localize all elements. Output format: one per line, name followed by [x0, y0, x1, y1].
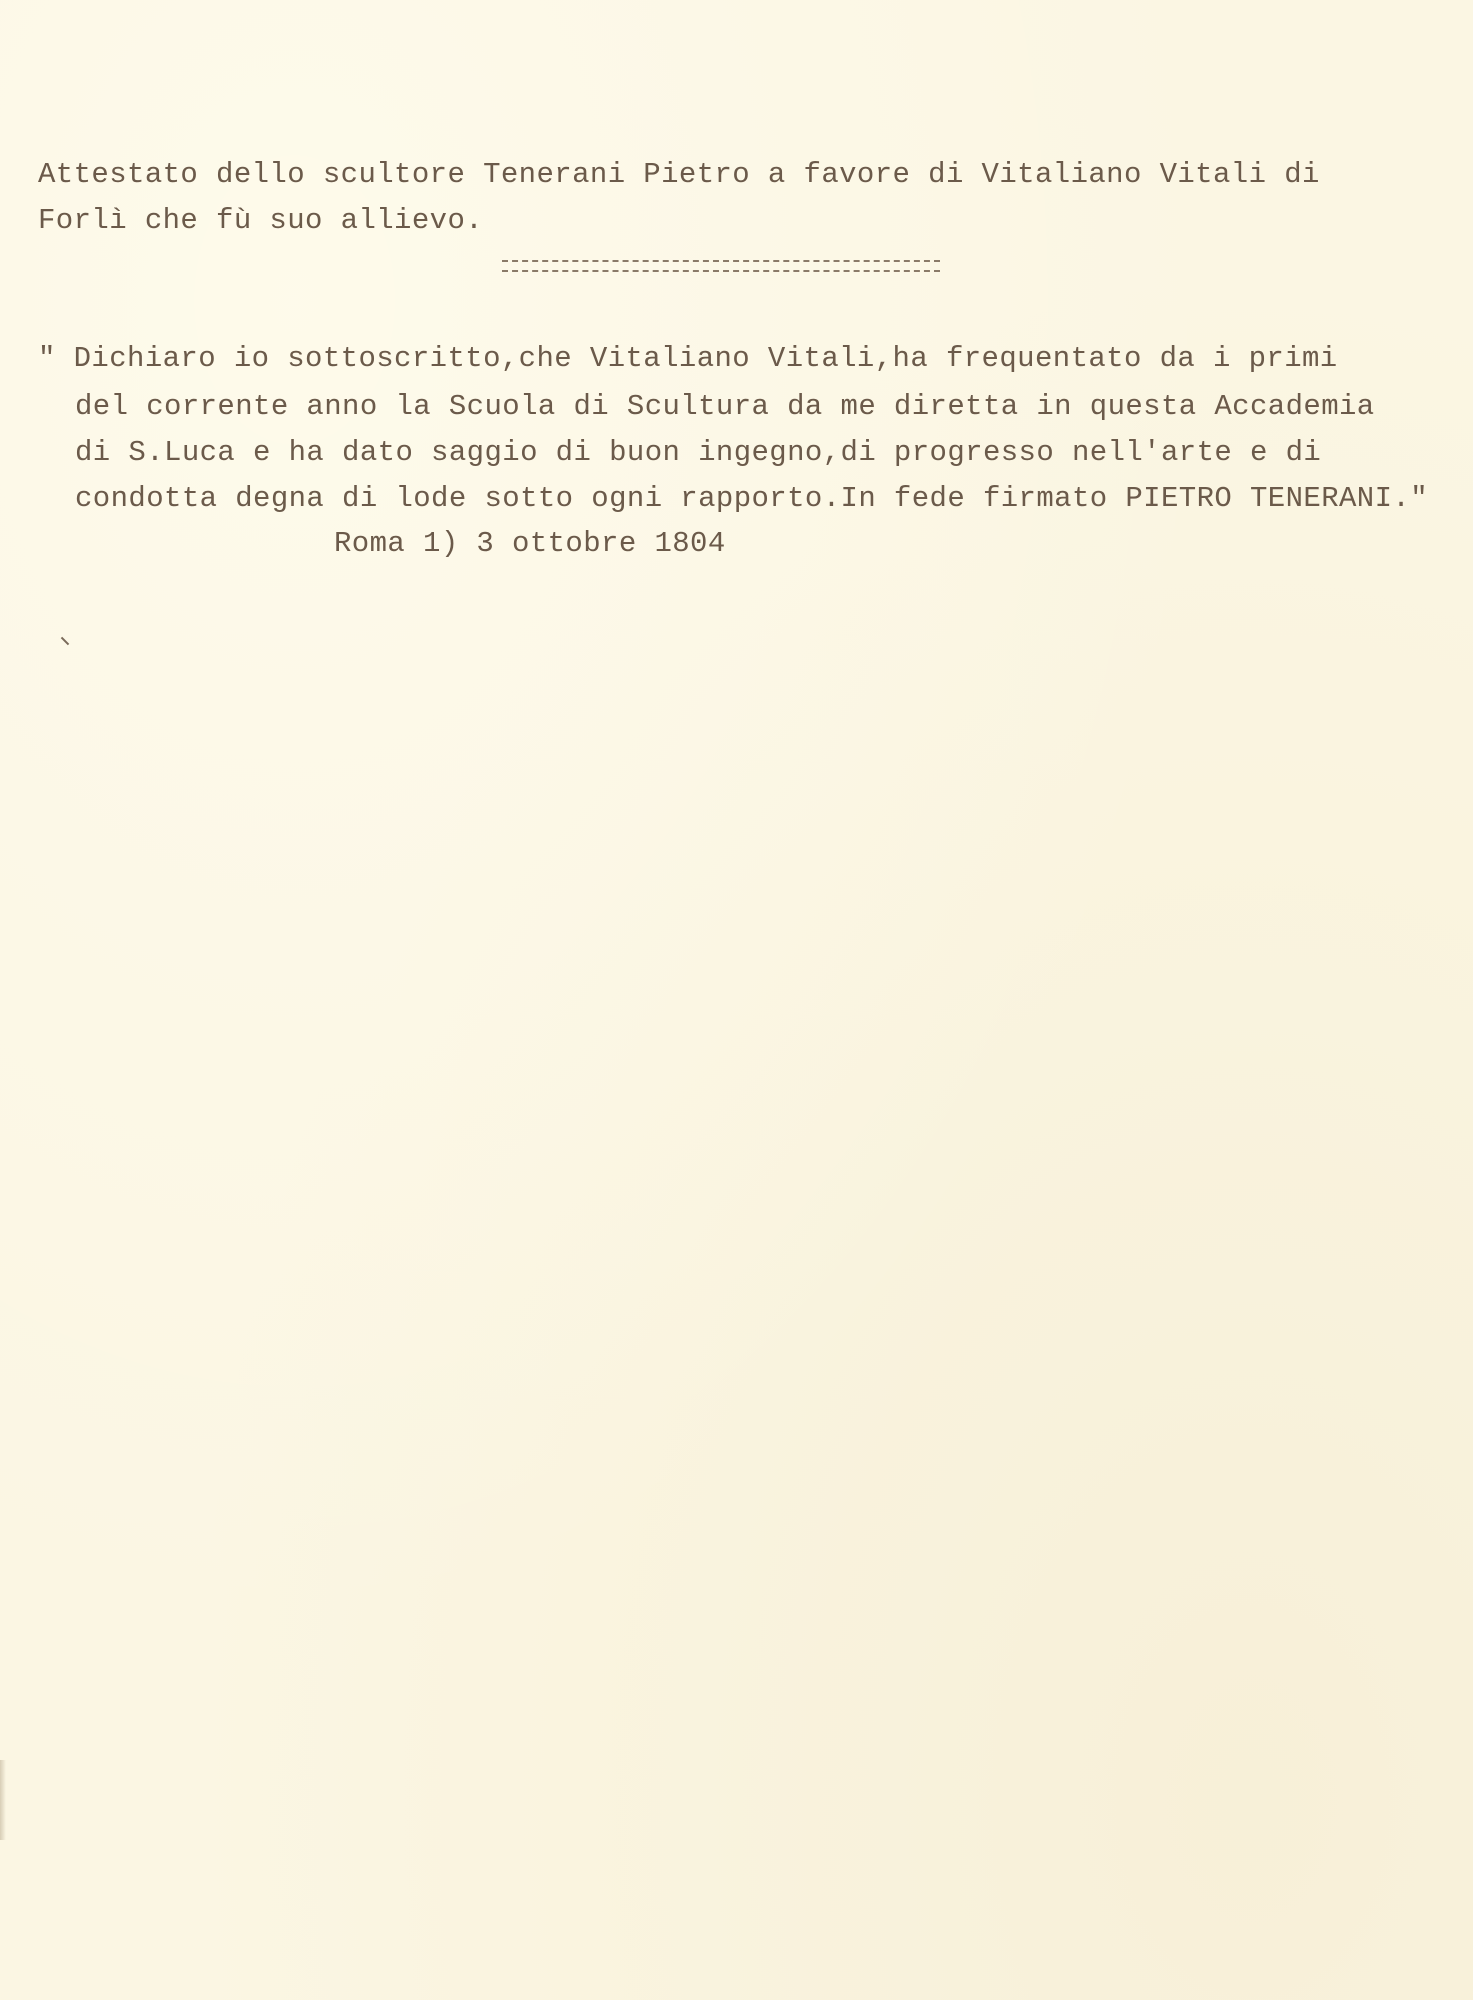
heading-line-1: Attestato dello scultore Tenerani Pietro a favore di Vitaliano Vitali di	[38, 158, 1320, 191]
separator-rule	[502, 260, 940, 272]
paper-edge-shadow	[0, 1760, 6, 1840]
date-line: Roma 1) 3 ottobre 1804	[334, 527, 726, 560]
heading-line-2: Forlì che fù suo allievo.	[38, 204, 484, 237]
quote-line-4: condotta degna di lode sotto ogni rapporto.In fede firmato PIETRO TENERANI."	[75, 482, 1429, 515]
quote-line-1: " Dichiaro io sottoscritto,che Vitaliano Vitali,ha frequentato da i primi	[38, 342, 1338, 375]
quote-line-2: del corrente anno la Scuola di Scultura da me diretta in questa Accademia	[75, 390, 1375, 423]
quote-line-3: di S.Luca e ha dato saggio di buon ingegno,di progresso nell'arte e di	[75, 436, 1322, 469]
stray-ink-mark	[61, 637, 69, 645]
